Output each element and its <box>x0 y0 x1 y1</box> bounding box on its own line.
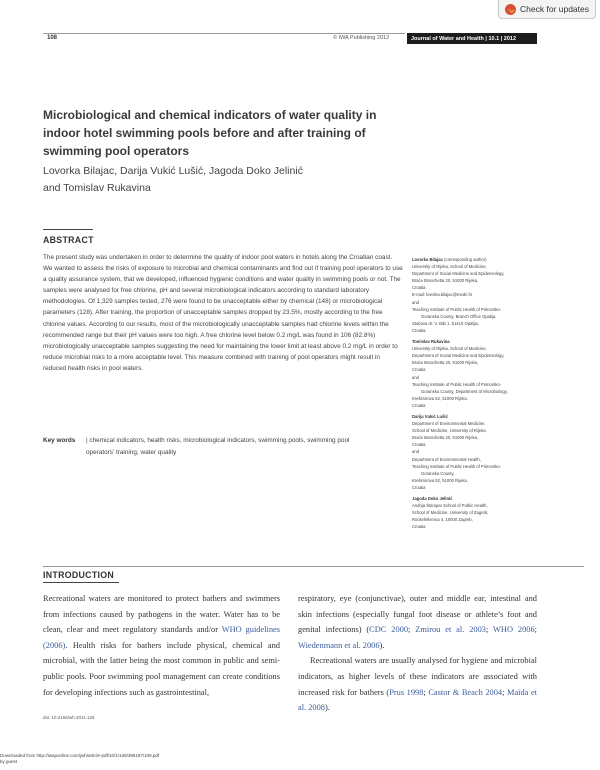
affiliation-line: Department of Social Medicine and Epidemiology, <box>412 271 505 277</box>
citation-link[interactable]: Wiedenmann et al. 2006 <box>298 640 380 650</box>
check-for-updates-icon <box>505 4 516 15</box>
affiliation-line: Croatia <box>412 402 426 408</box>
affiliation-line: University of Rijeka, School of Medicine, <box>412 346 487 352</box>
citation-link[interactable]: Prus 1998 <box>389 687 424 697</box>
introduction-paragraph: Recreational waters are usually analysed for hygiene and microbial indicators, as higher levels of these indicators are associated with increased risk for bathers (Prus 1998; Castor & Beach 2004; Maïda et al. 2008). <box>298 656 538 713</box>
download-notice <box>0 753 159 765</box>
affiliation-line: Croatia <box>412 367 426 373</box>
affiliation-block <box>412 338 582 409</box>
affiliation-line: Croatia <box>412 484 426 490</box>
introduction-paragraph: respiratory, eye (conjunctivae), outer and middle ear, intestinal and skin infections (especially fungal foot disease or athlete’s foot and genital infections) (CDC 2000; Zmirou et al. 2003; WHO 2006; Wiedenmann et al. 2006). <box>298 594 537 650</box>
abstract-heading: ABSTRACT <box>43 235 94 245</box>
journal-name: Journal of Water and Health <box>411 35 484 42</box>
introduction-rule <box>43 582 119 583</box>
citation-link[interactable]: WHO guidelines (2006) <box>43 625 280 650</box>
affiliation-line: Department of Environmental Medicine, <box>412 421 486 427</box>
authors-line-2: and Tomislav Rukavina <box>43 182 151 194</box>
affiliation-line: Croatia <box>412 524 426 530</box>
citation-link[interactable]: CDC 2000 <box>369 625 409 635</box>
affiliation-line: and <box>412 299 419 305</box>
affiliation-line: Braće Branchetta 20, 51000 Rijeka, <box>412 360 479 366</box>
affiliation-line: University of Rijeka, School of Medicine, <box>412 264 487 270</box>
doi: doi: 10.2166/wh.2011.125 <box>43 715 95 720</box>
affiliation-name: Jagoda Doko Jelinić <box>412 496 453 501</box>
affiliation-line: Teaching Institute of Public Health of Primorsko- <box>412 463 502 469</box>
affiliation-line: Teaching Institute of Public Health of Primorsko- <box>412 381 502 387</box>
authors-line-1: Lovorka Bilajac, Darija Vukić Lušić, Jagoda Doko Jelinić <box>43 165 303 177</box>
affiliation-name: Tomislav Rukavina <box>412 339 450 345</box>
affiliation-line: Andrija Štampar School of Public Health, <box>412 503 488 509</box>
affiliation-line: Department of Environmental Health, <box>412 456 481 462</box>
keywords-label: Key words <box>43 437 76 444</box>
affiliation-line: and <box>412 374 419 380</box>
download-by: by guest <box>0 759 18 764</box>
affiliation-line: Croatia <box>412 442 426 448</box>
keywords-text: | chemical indicators, health risks, microbiological indicators, swimming pools, swimming pool operators’ training, water quality <box>86 437 350 456</box>
check-for-updates-label: Check for updates <box>520 4 589 14</box>
affiliation-line: Rockefellerova 4, 10000 Zagreb, <box>412 517 473 523</box>
keywords <box>43 435 403 456</box>
introduction-column-1 <box>43 591 280 700</box>
affiliation-line: Goranska County, Department of Microbiology, <box>421 388 508 394</box>
journal-bar: Journal of Water and Health | 10.1 | 2012 <box>407 33 537 44</box>
citation-link[interactable]: Castor & Beach 2004 <box>428 687 503 697</box>
affiliation-line: Krešimirova 52, 51000 Rijeka, <box>412 395 468 401</box>
citation-link[interactable]: Maïda et al. 2008 <box>298 687 538 713</box>
affiliation-line: Teaching Institute of Public Health of Primorsko- <box>412 306 502 312</box>
affiliation-line: Department of Social Medicine and Epidemiology, <box>412 353 505 359</box>
introduction-heading: INTRODUCTION <box>43 570 115 580</box>
affiliation-line: Croatia <box>412 327 426 333</box>
download-url[interactable]: Downloaded from http://iwaponline.com/jwh/article-pdf/10/1/108/395187/108.pdf <box>0 753 160 758</box>
check-for-updates-button[interactable] <box>498 0 596 19</box>
introduction-column-2 <box>298 591 537 716</box>
affiliation-email[interactable]: E-mail: lovorka.bilajac@medri.hr <box>412 292 473 298</box>
affiliation-line: and <box>412 449 419 455</box>
publisher-line: © IWA Publishing 2012 <box>333 35 390 41</box>
affiliation-line: Goranska County, <box>421 470 455 476</box>
citation-link[interactable]: Zmirou et al. 2003 <box>415 625 486 635</box>
affiliation-line: Croatia <box>412 285 426 291</box>
journal-year: 2012 <box>503 35 517 42</box>
citation-link[interactable]: WHO 2006 <box>493 625 535 635</box>
affiliation-name: Darija Vukić Lušić <box>412 413 448 419</box>
affiliation-block <box>412 495 582 530</box>
page-number: 108 <box>47 35 58 41</box>
introduction-paragraph: Recreational waters are monitored to protect bathers and swimmers from infections caused by pathogens in the water. Water has to be clean, clear and meet regulatory standards and/or WHO guidelines (2006). Health risks for bathers include physical, chemical and microbial, with the latter being the most common in public and semi-public pools. Poor swimming pool management can create conditions for developing infections such as gastrointestinal, <box>43 594 280 697</box>
affiliation-line: School of Medicine, University of Rijeka, <box>412 428 487 434</box>
journal-volume: 10.1 <box>488 35 500 42</box>
introduction-top-rule <box>43 566 584 567</box>
abstract-rule <box>43 229 93 230</box>
affiliation-line: Krešimirova 52, 51000 Rijeka, <box>412 477 468 483</box>
header-rule <box>43 33 405 34</box>
affiliation-block <box>412 413 582 491</box>
affiliation-line: Goranska County, Branch Office Opatija, <box>421 313 497 319</box>
abstract-text: The present study was undertaken in order to determine the quality of indoor pool waters in hotels along the Croatian coast. We wanted to assess the risks of exposure to microbial and chemical contaminants and find out if training pool operators to use a quality assurance system, that we developed, influenced hygienic conditions and water quality in swimming pools or not. The samples were analysed for free chlorine, pH and several microbiological indicators according to standard laboratory methodologies. Of 1,329 samples tested, 276 were found to be unacceptable either by chemical (148) or microbiological parameters (128). After training, the proportion of unacceptable samples dropped by 23.5%, mostly according to the free chlorine values. According to our results, most of the microbiologically unacceptable samples had chlorine levels within the recommended range but their pH values were too high. A free chlorine level below 0.2 mg/L was found in 106 (82.8%) microbiologically unacceptable samples suggesting the need for maintaining the lower limit at least above 0.2 mg/L in order to reduce microbial risks to a more acceptable level. This measure combined with training of pool operators might result in reduced health risks in pool waters. <box>43 254 403 372</box>
affiliation-note: (corresponding author) <box>442 257 487 262</box>
affiliation-name: Lovorka Bilajac <box>412 257 443 262</box>
affiliation-line: Braće Branchetta 20, 51000 Rijeka, <box>412 435 479 441</box>
affiliation-line: School of Medicine, University of Zagreb, <box>412 510 489 516</box>
affiliations <box>412 256 582 534</box>
affiliation-line: Braće Branchetta 20, 51000 Rijeka, <box>412 278 479 284</box>
author-list <box>43 163 383 197</box>
article-title: Microbiological and chemical indicators of water quality in indoor hotel swimming pools before and after training of swimming pool operators <box>43 108 377 158</box>
affiliation-block <box>412 256 582 334</box>
affiliation-line: Stubova dr. V. Biki 1, 51410 Opatija, <box>412 320 479 326</box>
